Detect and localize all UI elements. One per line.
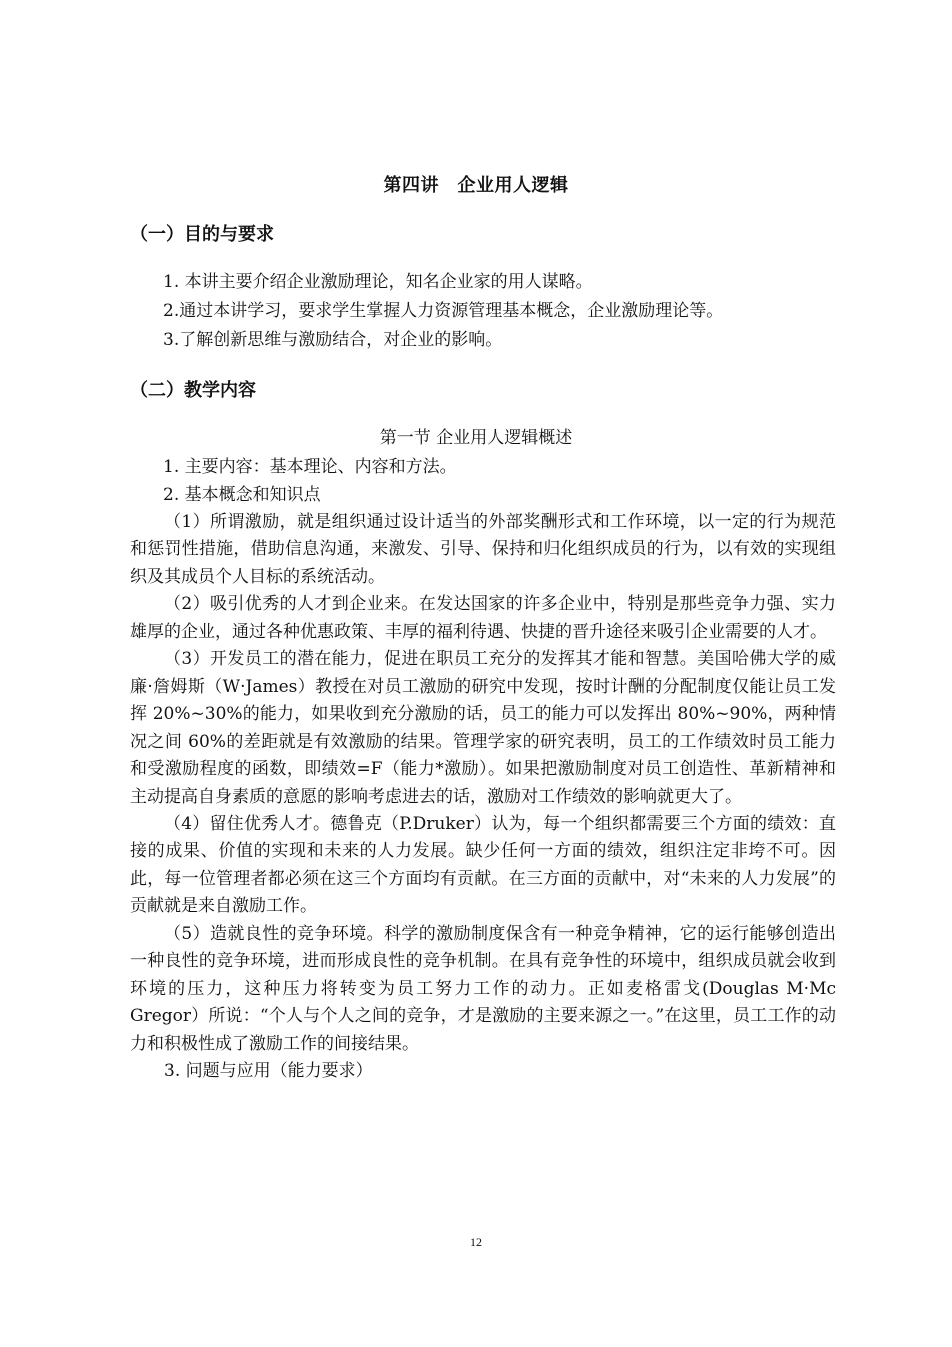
paragraph: （5）造就良性的竞争环境。科学的激励制度保含有一种竞争精神，它的运行能够创造出一种良性的竞争环境，进而形成良性的竞争机制。在具有竞争性的环境中，组织成员就会收到环境的压力，这种压力将转变为员工努力工作的动力。正如麦格雷戈(Douglas M·Mc Gregor）所说：“个人与个人之间的竞争，才是激励的主要来源之一。”在这里，员工工作的动力和积极性成了激励工作的间接结果。 bbox=[130, 923, 836, 1054]
paragraph: （4）留住优秀人才。德鲁克（P.Druker）认为，每一个组织都需要三个方面的绩效：直接的成果、价值的实现和未来的人力发展。缺少任何一方面的绩效，组织注定非垮不可。因此，每一位管理者都必须在这三个方面均有贡献。在三方面的贡献中，对“未来的人力发展”的贡献就是来自激励工作。 bbox=[130, 813, 836, 917]
section-heading-content: （二）教学内容 bbox=[130, 380, 256, 401]
goal-item: 2.通过本讲学习，要求学生掌握人力资源管理基本概念，企业激励理论等。 bbox=[163, 301, 724, 321]
goal-item: 3.了解创新思维与激励结合，对企业的影响。 bbox=[163, 330, 503, 350]
content-item: 2. 基本概念和知识点 bbox=[163, 485, 321, 505]
paragraph: 3. 问题与应用（能力要求） bbox=[164, 1061, 373, 1082]
subsection-title: 第一节 企业用人逻辑概述 bbox=[379, 428, 573, 448]
paragraph: （3）开发员工的潜在能力，促进在职员工充分的发挥其才能和智慧。美国哈佛大学的威廉·詹姆斯（W·James）教授在对员工激励的研究中发现，按时计酬的分配制度仅能让员工发挥 20%~30%的能力，如果收到充分激励的话，员工的能力可以发挥出 80%~90%，两种情况之间 60%的差距就是有效激励的结果。管理学家的研究表明，员工的工作绩效时员工能力和受激励程度的函数，即绩效=F（能力*激励）。如果把激励制度对员工创造性、革新精神和主动提高自身素质的意愿的影响考虑进去的话，激励对工作绩效的影响就更大了。 bbox=[130, 649, 836, 807]
section-heading-goals: （一）目的与要求 bbox=[130, 224, 274, 245]
lecture-title: 第四讲 企业用人逻辑 bbox=[383, 175, 569, 196]
page-number: 12 bbox=[470, 1235, 482, 1249]
content-item: 1. 主要内容：基本理论、内容和方法。 bbox=[163, 457, 457, 477]
paragraph: （2）吸引优秀的人才到企业来。在发达国家的许多企业中，特别是那些竞争力强、实力雄厚的企业，通过各种优惠政策、丰厚的福利待遇、快捷的晋升途径来吸引企业需要的人才。 bbox=[130, 594, 836, 642]
paragraph: （1）所谓激励，就是组织通过设计适当的外部奖酬形式和工作环境，以一定的行为规范和惩罚性措施，借助信息沟通，来激发、引导、保持和归化组织成员的行为，以有效的实现组织及其成员个人目标的系统活动。 bbox=[130, 512, 836, 587]
goal-item: 1. 本讲主要介绍企业激励理论，知名企业家的用人谋略。 bbox=[163, 272, 593, 292]
body-text bbox=[130, 509, 836, 1086]
